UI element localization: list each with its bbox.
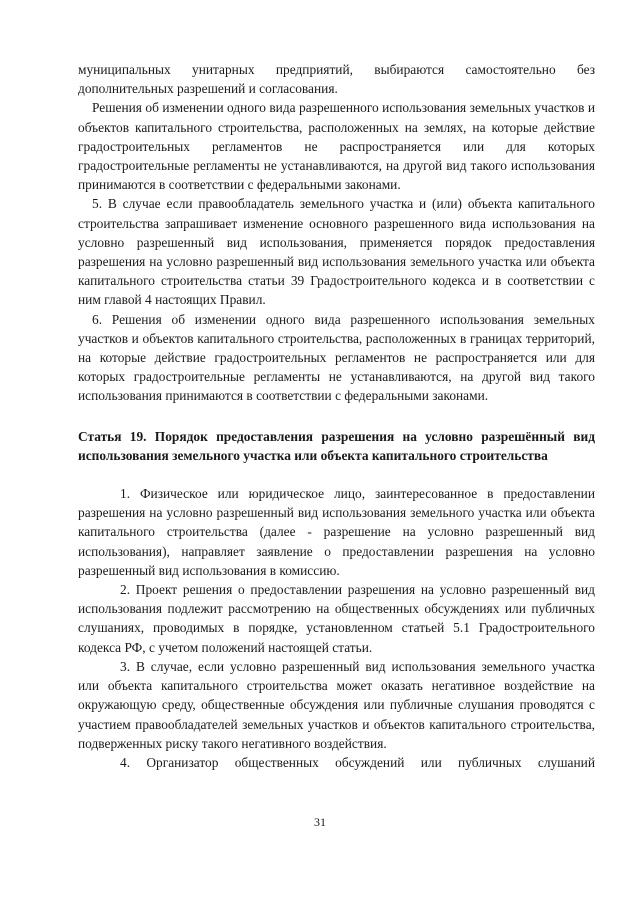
- paragraph-article-item-4: 4. Организатор общественных обсуждений или публичных слушаний: [120, 754, 595, 770]
- paragraph-item-5: 5. В случае если правообладатель земельного участка и (или) объекта капитального строительства запрашивает изменение основного разрешенного вида использования на условно разрешенный вид использования, применяется порядок предоставления разрешения на условно разрешенный вид использования земельного участка или объекта капитального строительства статьи 39 Градостроительного кодекса и в соответствии с ним главой 4 настоящих Правил.: [78, 196, 595, 308]
- document-page: [78, 60, 595, 772]
- page-number: 31: [314, 815, 326, 829]
- paragraph-article-item-1: 1. Физическое или юридическое лицо, заинтересованное в предоставлении разрешения на условно разрешенный вид использования земельного участка или объекта капитального строительства (далее - разрешение на условно разрешенный вид использования), направляет заявление о предоставлении разрешения на условно разрешенный вид использования в комиссию.: [78, 486, 595, 578]
- paragraph-decisions: Решения об изменении одного вида разрешенного использования земельных участков и объектов капитального строительства, расположенных на землях, на которые действие градостроительных регламентов не распространяется или для которых градостроительные регламенты не устанавливаются, на другой вид такого использования принимаются в соответствии с федеральными законами.: [78, 100, 595, 193]
- paragraph-continuation: муниципальных унитарных предприятий, выбираются самостоятельно без дополнительных разрешений и согласования.: [78, 62, 595, 97]
- paragraph-item-6: 6. Решения об изменении одного вида разрешенного использования земельных участков и объектов капитального строительства, расположенных в границах территорий, на которые действие градостроительных регламентов не распространяется или для которых градостроительные регламенты не устанавливаются, на другой вид такого использования принимаются в соответствии с федеральными законами.: [78, 311, 595, 404]
- paragraph-article-item-3: 3. В случае, если условно разрешенный вид использования земельного участка или объекта капитального строительства может оказать негативное воздействие на окружающую среду, общественные обсуждения или публичные слушания проводятся с участием правообладателей земельных участков и объектов капитального строительства, подверженных риску такого негативного воздействия.: [78, 658, 595, 751]
- paragraph-article-item-2: 2. Проект решения о предоставлении разрешения на условно разрешенный вид использования подлежит рассмотрению на общественных обсуждениях или публичных слушаниях, проводимых в порядке, установленном статьей 5.1 Градостроительного кодекса РФ, с учетом положений настоящей статьи.: [78, 582, 595, 655]
- article-heading: Статья 19. Порядок предоставления разрешения на условно разрешённый вид использования земельного участка или объекта капитального строительства: [78, 428, 595, 463]
